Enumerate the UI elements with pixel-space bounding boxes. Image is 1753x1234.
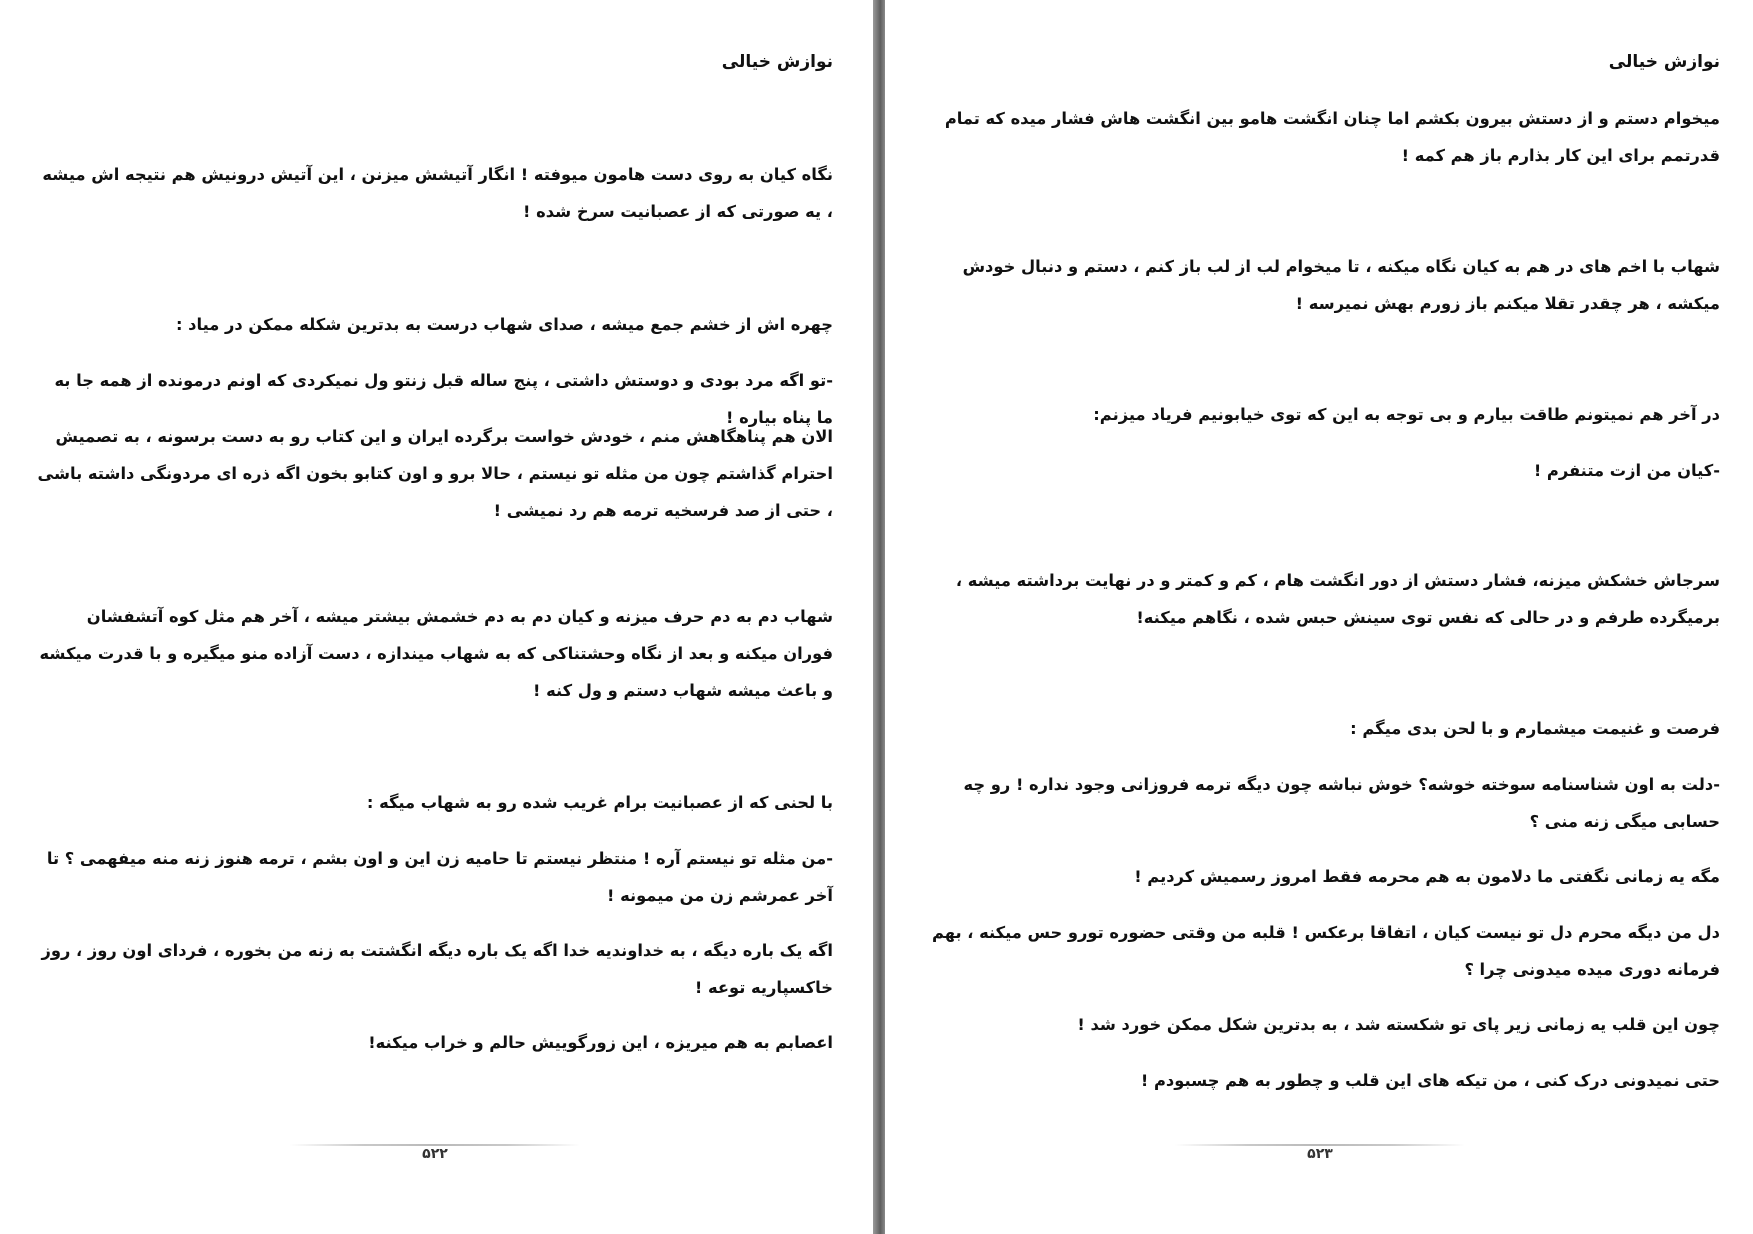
paragraph: فرصت و غنیمت میشمارم و با لحن بدی میگم : bbox=[1350, 719, 1720, 738]
paragraph: -من مثله تو نیستم آره ! منتظر نیستم تا حامیه زن این و اون بشم ، ترمه هنوز زنه منه میفهمی ؟ تا آخر عمرشم زن من میمونه ! bbox=[46, 849, 833, 905]
paragraph: اگه یک باره دیگه ، به خداوندیه خدا اگه یک باره دیگه انگشتت به زنه من بخوره ، فردای اون روز ، روز خاکسپاریه توعه ! bbox=[41, 941, 833, 997]
page-gutter bbox=[873, 0, 885, 1234]
paragraph: -کیان من ازت متنفرم ! bbox=[1533, 461, 1720, 480]
paragraph: دل من دیگه محرم دل تو نیست کیان ، اتفاقا برعکس ! قلبه من وقتی حضوره تورو حس میکنه ، بهم فرمانه دوری میده میدونی چرا ؟ bbox=[931, 923, 1720, 979]
paragraph: -تو اگه مرد بودی و دوستش داشتی ، پنج ساله قبل زنتو ول نمیکردی که اونم درمونده از همه جا به ما پناه بیاره ! bbox=[54, 371, 833, 427]
paragraph: -دلت به اون شناسنامه سوخته خوشه؟ خوش نباشه چون دیگه ترمه فروزانی وجود نداره ! رو چه حسابی میگی زنه منی ؟ bbox=[963, 775, 1720, 831]
paragraph: اعصابم به هم میریزه ، این زورگوییش حالم و خراب میکنه! bbox=[368, 1033, 833, 1052]
page-header: نوازش خیالی bbox=[721, 52, 833, 72]
page-number: ۵۲۳ bbox=[1307, 1146, 1333, 1162]
paragraph: چون این قلب یه زمانی زیر پای تو شکسته شد ، به بدترین شکل ممکن خورد شد ! bbox=[1077, 1015, 1720, 1034]
paragraph: الان هم پناهگاهش منم ، خودش خواست برگرده ایران و این کتاب رو به دست برسونه ، به تصمیش احترام گذاشتم چون من مثله تو نیستم ، حالا برو و اون کتابو بخون اگه ذره ای مردونگی داشته باشی ، حتی از صد فرسخیه ترمه هم رد نمیشی ! bbox=[37, 427, 833, 520]
paragraph: در آخر هم نمیتونم طاقت بیارم و بی توجه به این که توی خیابونیم فریاد میزنم: bbox=[1093, 405, 1720, 424]
paragraph: مگه یه زمانی نگفتی ما دلامون به هم محرمه فقط امروز رسمیش کردیم ! bbox=[1134, 867, 1720, 886]
paragraph: حتی نمیدونی درک کنی ، من تیکه های این قلب و چطور به هم چسبودم ! bbox=[1140, 1071, 1720, 1090]
paragraph: شهاب دم به دم حرف میزنه و کیان دم به دم خشمش بیشتر میشه ، آخر هم مثل کوه آتشفشان فوران میکنه و بعد از نگاه وحشتناکی که به شهاب میندازه ، دست آزاده منو میگیره و با قدرت میکشه و باعث میشه شهاب دستم و ول کنه ! bbox=[39, 607, 833, 700]
paragraph: سرجاش خشکش میزنه، فشار دستش از دور انگشت هام ، کم و کمتر و در نهایت برداشته میشه ، برمیگرده طرفم و در حالی که نفس توی سینش حبس شده ، نگاهم میکنه! bbox=[955, 571, 1720, 627]
paragraph: شهاب با اخم های در هم به کیان نگاه میکنه ، تا میخوام لب از لب باز کنم ، دستم و دنبال خودش میکشه ، هر چقدر تقلا میکنم باز زورم بهش نمیرسه ! bbox=[962, 257, 1720, 313]
right-page bbox=[885, 0, 1753, 1234]
page-number: ۵۲۲ bbox=[422, 1146, 448, 1162]
paragraph: میخوام دستم و از دستش بیرون بکشم اما چنان انگشت هامو بین انگشت هاش فشار میده که تمام قدرتمم برای این کار بذارم باز هم کمه ! bbox=[944, 109, 1720, 165]
paragraph: با لحنی که از عصبانیت برام غریب شده رو به شهاب میگه : bbox=[366, 793, 833, 812]
paragraph: نگاه کیان به روی دست هامون میوفته ! انگار آتیشش میزنن ، این آتیش درونیش هم نتیجه اش میشه ، یه صورتی که از عصبانیت سرخ شده ! bbox=[42, 165, 833, 221]
paragraph: چهره اش از خشم جمع میشه ، صدای شهاب درست به بدترین شکله ممکن در میاد : bbox=[175, 315, 833, 334]
page-header: نوازش خیالی bbox=[1608, 52, 1720, 72]
left-page bbox=[0, 0, 873, 1234]
